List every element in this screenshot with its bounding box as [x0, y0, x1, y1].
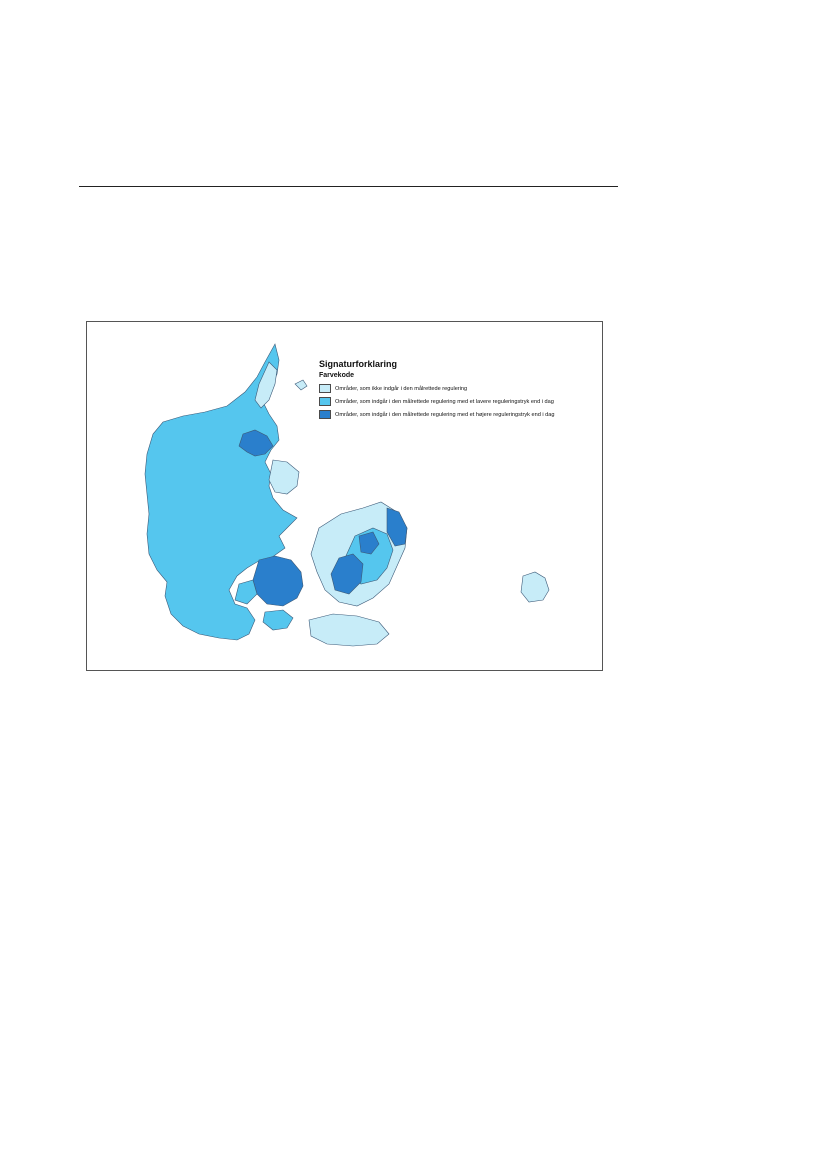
legend-item-not-included [319, 382, 601, 395]
legend-label-higher-pressure: Områder, som indgår i den målrettede regulering med et højere reguleringstryk end i dag [335, 411, 555, 418]
horizontal-rule [79, 186, 618, 187]
map-legend [319, 359, 601, 421]
region-laesoe [295, 380, 307, 390]
legend-item-higher-pressure [319, 408, 601, 421]
region-south-islands [263, 610, 293, 630]
legend-subtitle: Farvekode [319, 372, 355, 379]
region-funen [253, 556, 303, 606]
legend-label-lower-pressure: Områder, som indgår i den målrettede regulering med et lavere reguleringstryk end i dag [335, 398, 554, 405]
region-bornholm [521, 572, 549, 602]
swatch-not-included [319, 384, 331, 393]
legend-label-not-included: Områder, som ikke indgår i den målrettede regulering [335, 385, 468, 392]
swatch-higher-pressure [319, 410, 331, 419]
legend-item-lower-pressure [319, 395, 601, 408]
map-figure [86, 321, 603, 671]
legend-title: Signaturforklaring [319, 359, 398, 369]
region-lolland-falster [309, 614, 389, 646]
region-funen-edge [235, 580, 257, 604]
swatch-lower-pressure [319, 397, 331, 406]
region-djursland-east [269, 460, 299, 494]
